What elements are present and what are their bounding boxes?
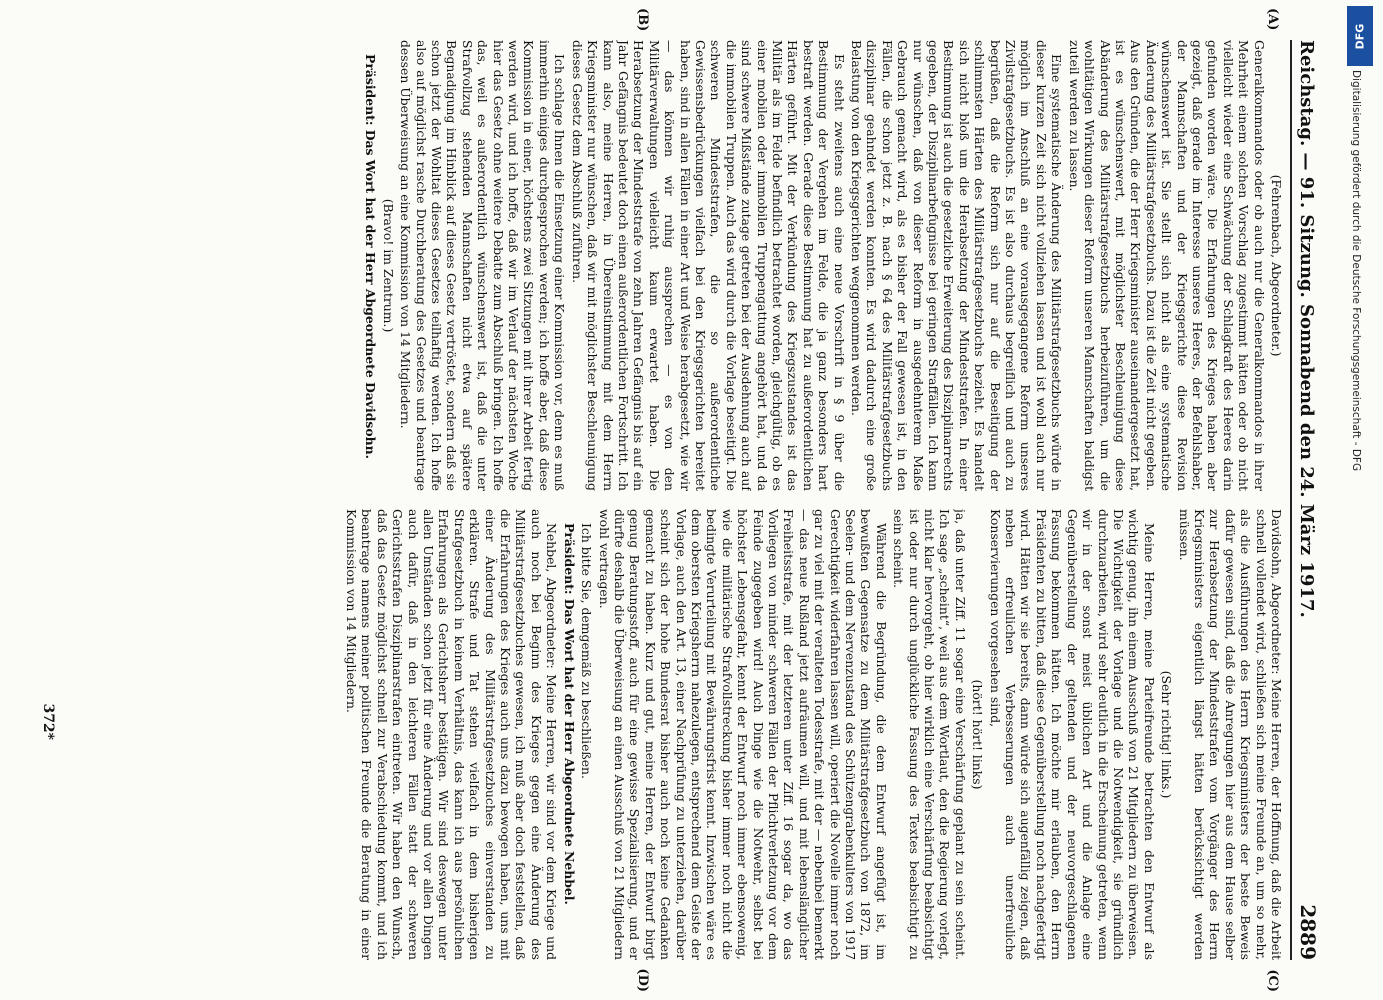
page-number: 2889 xyxy=(1296,904,1320,960)
president-remark: Präsident: Das Wort hat der Herr Abgeordnete Davidsohn. xyxy=(363,54,379,459)
paragraph: ja, daß unter Ziff. 11 sogar eine Verschärfung geplant zu sein scheint. Ich sage „scheint“, weil aus dem Wortlaut, den die Regierung vorlegt, nicht klar hervorgeht, ob hier wirklich eine Verschärfung beabsichtigt ist oder nur durch unglückliche Fassung des Textes beabsichtigt zu sein scheint. xyxy=(891,509,968,960)
paragraph: Generalkommandos oder ob auch nur die Generalkommandos in ihrer Mehrheit einem solchen Vorschlag zugestimmt hätten oder ob nicht vielleicht wieder eine Schwächung der Schlagkraft des Heeres darin gefunden worden wäre. Die Erfahrungen des Krieges haben aber gezeigt, daß gerade im Interesse unseres Heeres, der Befehlshaber, der Mannschaften und der Kriegsgerichte diese Revision wünschenswert ist. Sie stellt sich nicht als eine systematische Änderung des Militärstrafgesetzbuchs. Dazu ist die Zeit nicht gegeben. Aus den Gründen, die der Herr Kriegsminister auseinandergesetzt hat, ist es wünschenswert, mit möglichster Beschleunigung diese Abänderung des Militärstrafgesetzbuchs herbeizuführen, um die wohltätigen Wirkungen dieser Reform unseren Mannschaften baldigst zuteil werden zu lassen. xyxy=(1066,40,1267,491)
left-column xyxy=(104,40,1284,491)
paragraph: Davidsohn, Abgeordneter: Meine Herren, der Hoffnung, daß die Arbeit schnell vollendet wird, schließen sich meine Freunde an, um so mehr, als die Ausführungen des Herrn Kriegsministers der beste Beweis dafür gewesen sind, daß die Anregungen hier aus dem Hause selber zur Herabsetzung der Mindeststrafen vom Vorgänger des Herrn Kriegsministers eigentlich längst hätten berücksichtigt werden müssen. xyxy=(1176,509,1284,960)
rotated-newspaper-page xyxy=(20,0,1340,1000)
paragraph: Meine Herren, meine Parteifreunde betrachten den Entwurf als wichtig genug, ihn einem Ausschuß von 21 Mitgliedern zu überweisen. Die Wichtigkeit der Vorlage und die Notwendigkeit, sie gründlich durchzuarbeiten, wird sehr deutlich in die Erscheinung getreten, wenn wir in der sonst meist üblichen Art und die Anlage eine Gegenüberstellung der geltenden und der neuvorgeschlagenen Fassung bekommen hätten. Ich möchte mir erlauben, den Herrn Präsidenten zu bitten, daß diese Gegenüberstellung noch nachgefertigt wird. Hätten wir sie bereits, dann würde sich augenfällig zeigen, daß neben erfreulichen Verbesserungen auch unerfreuliche Konservierungen vorgesehen sind, xyxy=(987,509,1157,960)
text-columns xyxy=(104,40,1284,960)
dfg-logo: DFG xyxy=(1347,6,1373,66)
interjection: (hört! hört! links) xyxy=(970,679,986,790)
paragraph: Nehbel, Abgeordneter: Meine Herren, wir sind vor dem Kriege und auch noch bei Beginn des Krieges gegen eine Änderung des Militärstrafgesetzbuches gewesen, ich muß aber doch feststellen, daß die Erfahrungen des Krieges auch uns dazu bewogen haben, uns mit einer Änderung des Militärstrafgesetzbuches einverstanden zu erklären. Strafe und Tat stehen vielfach in dem bisherigen Strafgesetzbuch in keinem Verhältnis, das kann ich aus persönlichen Erfahrungen als Gerichtsherr bestätigen. Wir sind deswegen unter allen Umständen schon jetzt für eine Änderung und vor allen Dingen auch dafür, daß in den leichteren Fällen statt der schweren Gerichtsstrafen Disziplinarstrafen eintreten. Wir haben den Wunsch, daß das Gesetz möglichst schnell zur Verabschiedung kommt, und ich beantrage namens meiner politischen Freunde die Beratung in einer Kommission von 14 Mitgliedern. xyxy=(344,509,560,960)
funding-credit: Digitalisierung gefördert durch die Deutsche Forschungsgemeinschaft - DFG xyxy=(1350,70,1362,472)
margin-marker-d: (D) xyxy=(635,968,650,992)
paragraph: Ich bitte Sie, demgemäß zu beschließen. xyxy=(579,523,595,779)
right-column xyxy=(104,509,1284,960)
paragraph: Es steht zweitens auch eine neue Vorschrift in § 9 über die Bestimmung der Vergehen im Felde, die ja ganz besonders hart bestraft werden. Gerade diese Bestimmung hat zu außerordentlichen Härten geführt. Mit der Verkündung des Kriegszustandes ist das Militär als im Felde befindlich betrachtet worden, gleichgültig, ob es einer mobilen oder immobilen Truppengattung angehört hat, und da sind schwere Mißstände zutage getreten bei der Ausdehnung auch auf die immobilen Truppen. Auch das wird durch die Vorlage beseitigt. Die schweren Mindeststrafen, die so außerordentliche Gewissensbedrückungen vielfach bei den Kriegsgerichten bereitet haben, sind in allen Fällen in einer Art und Weise herabgesetzt, wie wir — das können wir ruhig aussprechen — es von den Militärverwaltungen vielleicht kaum erwartet haben. Die Herabsetzung der Mindeststrafe von zehn Jahren Gefängnis bis auf ein Jahr Gefängnis bedeutet doch einen außerordentlichen Fortschritt. Ich kann also, meine Herren, in Übereinstimmung mit dem Herrn Kriegsminister nur wünschen, daß wir mit möglichster Beschleunigung dieses Gesetz dem Abschluß zuführen. xyxy=(569,40,847,491)
interjection: (Bravo! im Zentrum.) xyxy=(380,198,396,333)
paragraph: Während die Begründung, die dem Entwurf angefügt ist, im bewußten Gegensatze zu dem Militärstrafgesetzbuch von 1872, im Seelen- und dem Nervenzustand des Schützengrabenkulters von 1917 Gerechtigkeit widerfahren lassen will, operiert die Novelle immer noch gar zu viel mit der veralteten Todesstrafe, mit der — nebenbei bemerkt — das neue Rußland jetzt aufräumen will, und mit lebenslänglicher Freiheitsstrafe, mit der letzteren unter Ziff. 16 sogar da, wo das Vorliegen von minder schweren Fällen der Pflichtverletzung vor dem Feinde zugegeben wird! Auch Dinge wie die Notwehr, selbst bei höchster Lebensgefahr, kennt der Entwurf noch immer ebensowenig, wie die militärische Strafvollstreckung bisher immer noch nicht die bedingte Verurteilung mit Bewährungsfrist kennt. Inzwischen wäre es dem obersten Kriegsherrn nahezulegen, entsprechend dem Geiste der Vorlage, auch den Art. 13, einer Nachprüfung zu unterziehen, darüber scheint sich der hohe Bundesrat bisher auch noch keine Gedanken gemacht zu haben. Kurz und gut, meine Herren, der Entwurf birgt genug Beratungsstoff, auch für eine gewisse Spezialisierung, und er dürfte deshalb die Überweisung an einen Ausschuß von 21 Mitgliedern wohl vertragen. xyxy=(596,509,889,960)
margin-marker-b: (B) xyxy=(635,8,650,32)
interjection: (Sehr richtig! links.) xyxy=(1159,670,1175,799)
margin-marker-a: (A) xyxy=(1265,8,1280,31)
margin-marker-c: (C) xyxy=(1265,969,1280,992)
speaker-continuation: (Fehrenbach, Abgeordneter.) xyxy=(1269,174,1284,357)
page-header xyxy=(1290,40,1320,960)
president-remark: Präsident: Das Wort hat der Herr Abgeordnete Nehbel. xyxy=(561,523,577,905)
running-title: Reichstag. — 91. Sitzung. Sonnabend den 24. März 1917. xyxy=(1296,40,1317,618)
signature-mark: 372* xyxy=(40,703,56,740)
paragraph: Eine systematische Änderung des Militärstrafgesetzbuchs würde in dieser kurzen Zeit sich nicht vollziehen lassen und ist wohl auch nur möglich im Anschluß an eine vorausgegangene Reform unseres Zivilstrafgesetzbuchs. Es ist also durchaus begreiflich und auch zu begrüßen, daß die Reform sich nur auf die Beseitigung der schlimmsten Härten des Militärstrafgesetzbuchs bezieht. Es handelt sich nicht bloß um die Herabsetzung der Mindeststrafen. In einer Bestimmung ist auch die gesetzliche Erweiterung des Disziplinarrechts gegeben, der Disziplinarbefugnisse bei geringen Straffällen. Ich kann nur wünschen, daß von dieser Reform in ausgedehnterem Maße Gebrauch gemacht wird, als es bisher der Fall gewesen ist, in den Fällen, die schon jetzt z. B. nach § 64 des Militärstrafgesetzbuchs disziplinar geahndet werden konnten. Es wird dadurch eine große Belastung von den Kriegsgerichten weggenommen werden. xyxy=(849,40,1065,491)
paragraph: Ich schlage Ihnen die Einsetzung einer Kommission vor, denn es muß immerhin einiges durchgesprochen werden; ich hoffe aber, daß diese Kommission in einer, höchstens zwei Sitzungen mit ihrer Arbeit fertig werden wird, und ich hoffe, daß wir im Verlauf der nächsten Woche hier das Gesetz ohne weitere Debatte zum Abschluß bringen. Ich hoffe das, weil es außerordentlich wünschenswert ist, daß die unter Strafvollzug stehenden Mannschaften nicht etwa auf spätere Begnadigung im Hinblick auf dieses Gesetz vertröstet, sondern daß sie schon jetzt der Wohltat dieses Gesetzes teilhaftig werden. Ich hoffe also auf möglichst rasche Durchberatung des Gesetzes und beantrage dessen Überweisung an eine Kommission von 14 Mitgliedern. xyxy=(398,40,568,491)
